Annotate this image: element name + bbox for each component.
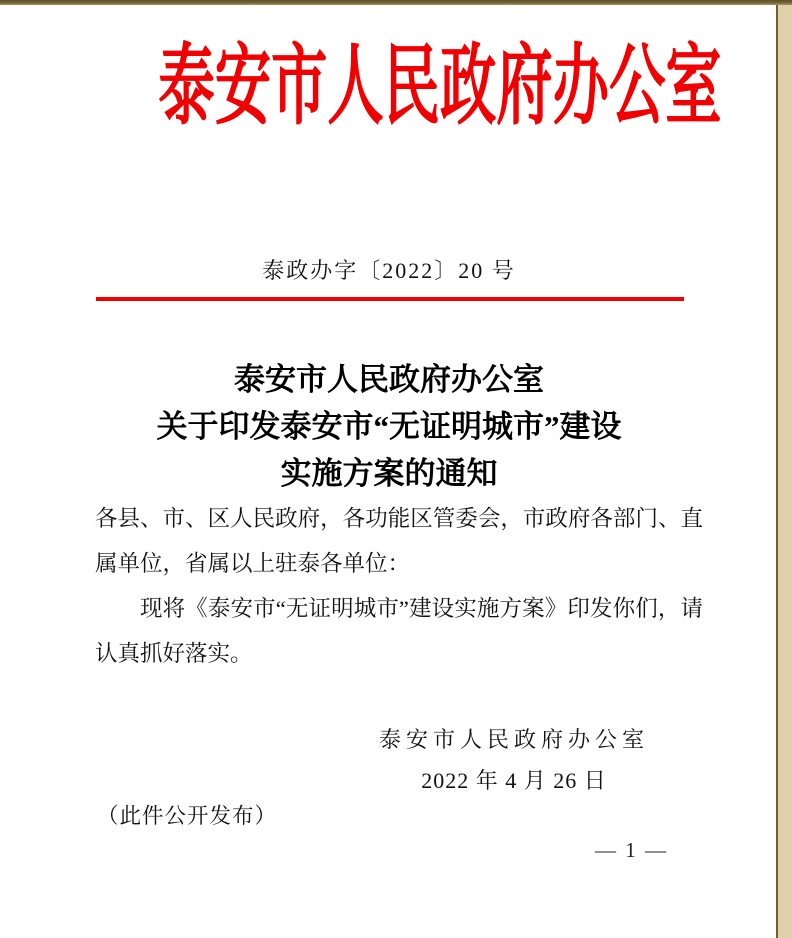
body-paragraph: 现将《泰安市“无证明城市”建设实施方案》印发你们，请认真抓好落实。 xyxy=(95,596,703,666)
red-separator-line xyxy=(96,297,684,301)
publish-note: （此件公开发布） xyxy=(97,804,278,828)
document-title xyxy=(0,356,778,497)
document-title-line-1: 泰安市人民政府办公室 xyxy=(234,362,544,397)
document-title-line-2: 关于印发泰安市“无证明城市”建设 xyxy=(156,409,622,444)
page-edge-strip xyxy=(776,0,792,938)
masthead-title-text: 泰安市人民政府办公室 xyxy=(158,39,722,136)
top-page-border xyxy=(0,0,792,5)
document-body xyxy=(95,496,703,676)
signature-org: 泰安市人民政府办公室 xyxy=(378,727,649,752)
document-title-line-3: 实施方案的通知 xyxy=(280,456,498,491)
signature-block xyxy=(372,724,656,797)
doc-number: 泰政办字〔2022〕20 号 xyxy=(262,258,516,283)
masthead-title xyxy=(0,36,778,140)
page-number: — 1 — xyxy=(595,838,668,862)
signature-date: 2022 年 4 月 26 日 xyxy=(421,768,607,793)
salutation-paragraph: 各县、市、区人民政府，各功能区管委会，市政府各部门、直属单位，省属以上驻泰各单位： xyxy=(95,506,703,576)
